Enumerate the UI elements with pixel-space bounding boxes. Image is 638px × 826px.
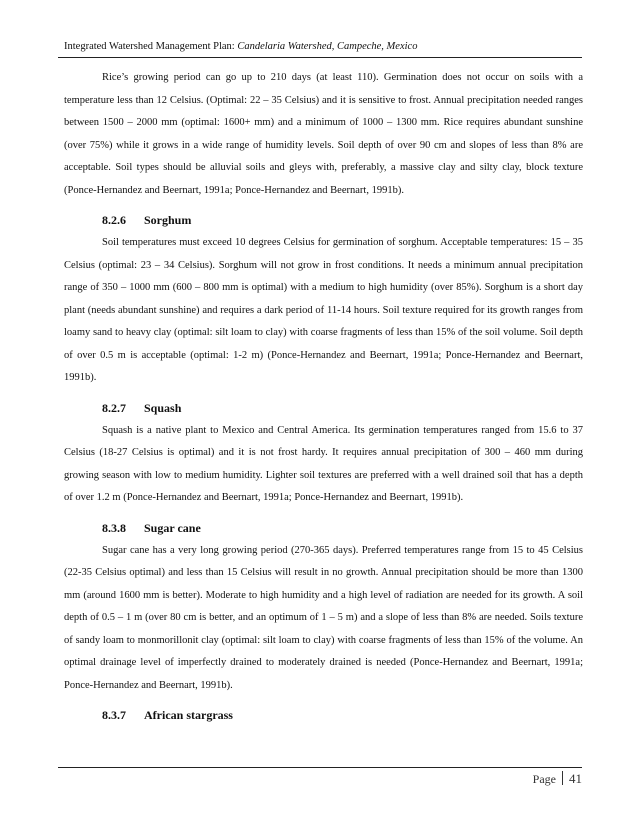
section-title: Sugar cane <box>144 520 201 535</box>
sugar-cane-paragraph: Sugar cane has a very long growing period (270-365 days). Preferred temperatures range from 15 to 45 Celsius (22-35 Celsius optimal) and less than 15 Celsius will result in no growth. Annual precipitation should be more than 1300 mm (around 1600 mm is better). Moderate to high humidity and a high level of radiation are needed for its growth. A soil depth of 0.5 – 1 m (over 80 cm is better, and an optimum of 1 – 5 m) and a slope of less than 8% are needed. Soils texture of sandy loam to monmorillonit clay (optimal: silt loam to clay) with coarse fragments of less than 15% of the volume. An optimal drainage level of imperfectly drained to moderately drained is needed (Ponce-Hernandez and Beernart, 1991a; Ponce-Hernandez and Beernart, 1991b). <box>64 544 583 691</box>
section-heading-sorghum <box>64 211 583 229</box>
page-header <box>64 40 417 54</box>
header-rule <box>58 57 582 58</box>
squash-paragraph: Squash is a native plant to Mexico and Central America. Its germination temperatures ranged from 15.6 to 37 Celsius (18-27 Celsius is optimal) and it is not frost hardy. It requires annual precipitation of 300 – 460 mm during growing season with low to medium humidity. Lighter soil textures are preferred with a well drained soil that has a depth of over 1.2 m (Ponce-Hernandez and Beernart, 1991a; Ponce-Hernandez and Beernart, 1991b). <box>64 424 583 503</box>
section-heading-squash <box>64 399 583 417</box>
section-number: 8.3.7 <box>102 708 126 722</box>
sorghum-paragraph: Soil temperatures must exceed 10 degrees Celsius for germination of sorghum. Acceptable temperatures: 15 – 35 Celsius (optimal: 23 – 34 Celsius). Sorghum will not grow in frost conditions. It needs a minimum annual precipitation range of 350 – 1000 mm (600 – 800 mm is optimal) with a medium to high humidity (over 85%). Sorghum is a short day plant (needs abundant sunshine) and requires a dark period of 11-14 hours. Soil texture required for its growth ranges from loamy sand to heavy clay (optimal: silt loam to clay) with coarse fragments of less than 15% of the soil volume. Soil depth of over 0.5 m is acceptable (optimal: 1-2 m) (Ponce-Hernandez and Beernart, 1991a; Ponce-Hernandez and Beernart, 1991b). <box>64 237 583 383</box>
section-heading-sugar-cane <box>64 519 583 537</box>
rice-paragraph: Rice’s growing period can go up to 210 days (at least 110). Germination does not occur on soils with a temperature less than 12 Celsius. (Optimal: 22 – 35 Celsius) and it is sensitive to frost. Annual precipitation needed ranges between 1500 – 2000 mm (optimal: 1600+ mm) and a minimum of 1000 – 1300 mm. Rice requires abundant sunshine (over 75%) while it grows in a wide range of humidity levels. Soil depth of over 90 cm and slopes of less than 8% are acceptable. Soil types should be alluvial soils and gleys with, preferably, a massive clay and silty clay, block texture (Ponce-Hernandez and Beernart, 1991a; Ponce-Hernandez and Beernart, 1991b). <box>64 72 583 196</box>
page-footer <box>533 771 582 787</box>
header-prefix: Integrated Watershed Management Plan: <box>64 41 238 52</box>
section-number: 8.3.8 <box>102 520 126 535</box>
document-body <box>64 67 583 724</box>
header-title: Candelaria Watershed, Campeche, Mexico <box>237 41 418 52</box>
section-title: Sorghum <box>144 213 192 227</box>
footer-divider <box>562 771 563 785</box>
footer-rule <box>58 767 582 768</box>
page-label: Page <box>532 772 556 786</box>
section-title: Squash <box>144 400 182 415</box>
section-heading-african-stargrass <box>64 706 583 724</box>
section-number: 8.2.7 <box>102 400 126 415</box>
section-title: African stargrass <box>144 708 233 722</box>
page-number: 41 <box>569 771 582 786</box>
section-number: 8.2.6 <box>102 213 126 227</box>
